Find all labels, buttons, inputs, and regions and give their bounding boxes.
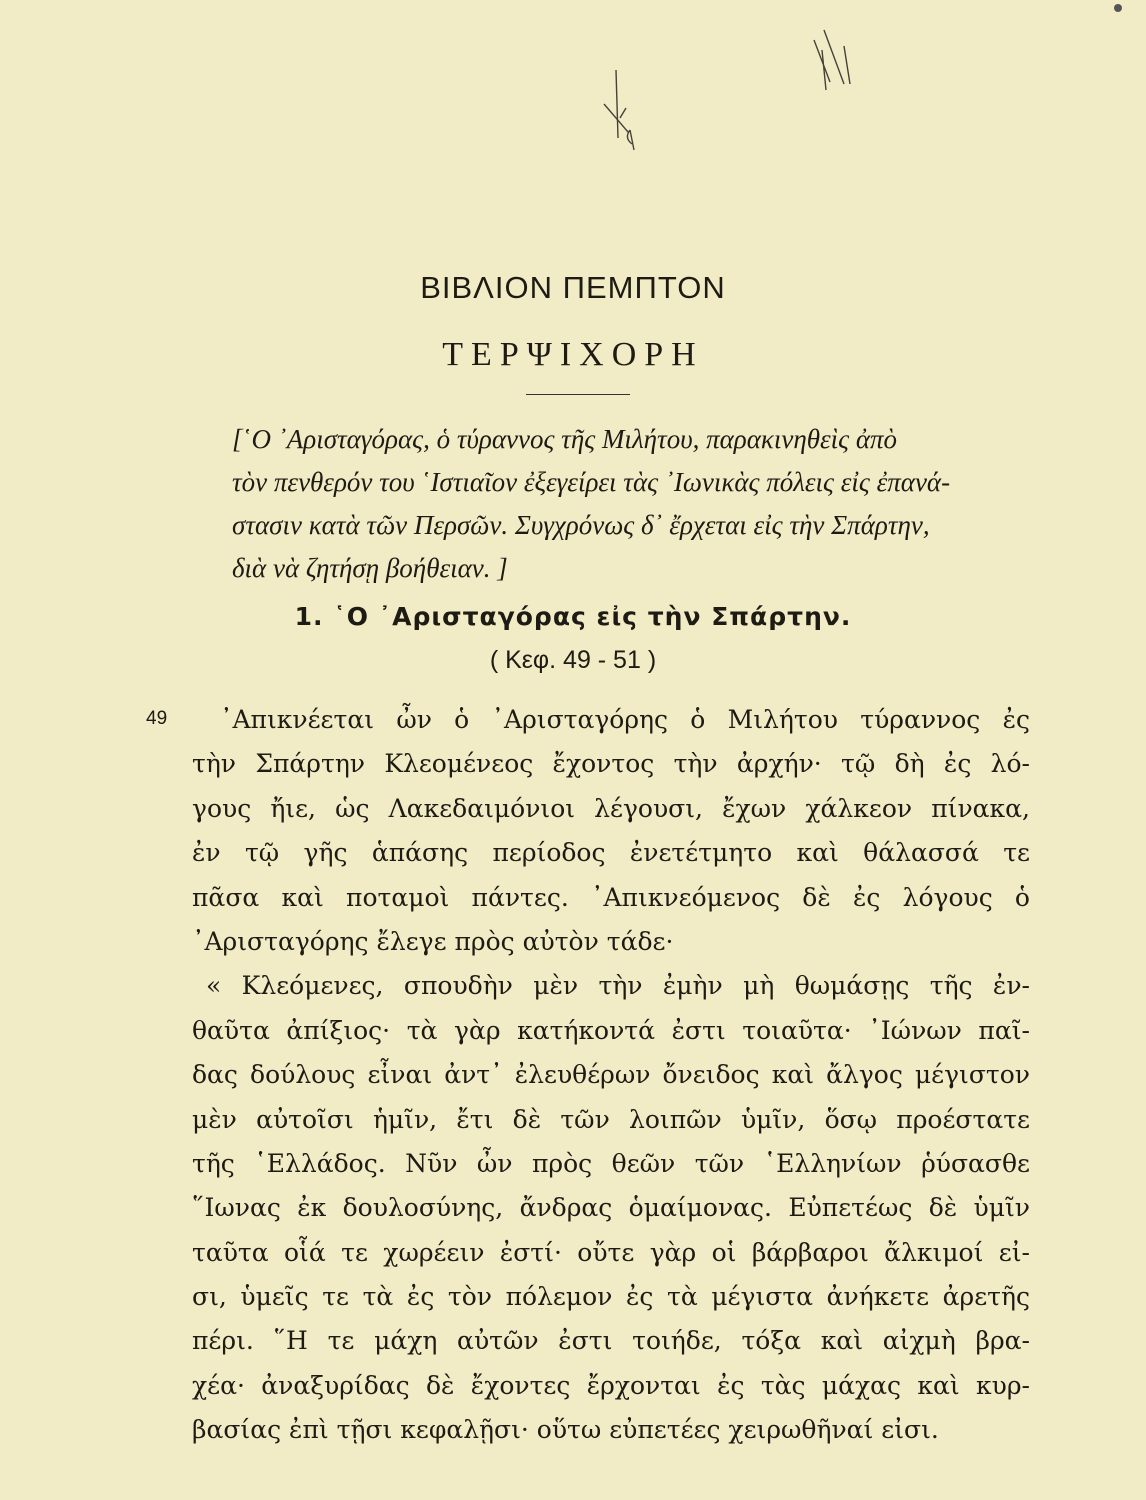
title-divider — [526, 394, 630, 395]
handwritten-marks — [560, 10, 900, 170]
text-line: γους ἤιε, ὡς Λακεδαιμόνιοι λέγουσι, ἔχων χάλκεον πίνακα, — [192, 793, 1030, 823]
summary-line: [῾Ο ᾿Αρισταγόρας, ὁ τύραννος τῆς Μιλήτου, παρακινηθεὶς ἀπὸ — [232, 424, 898, 454]
text-line: θαῦτα ἀπίξιος· τὰ γὰρ κατήκοντά ἐστι τοιαῦτα· ᾿Ιώνων παῖ- — [192, 1015, 1030, 1045]
text-line: ᾿Απικνέεται ὦν ὁ ᾿Αρισταγόρης ὁ Μιλήτου τύραννος ἐς — [220, 705, 1030, 734]
book-title: ΒΙΒΛΙΟΝ ΠΕΜΠΤΟΝ — [420, 270, 726, 305]
chapter-reference: ( Κεφ. 49 - 51 ) — [489, 646, 657, 674]
text-line: σι, ὑμεῖς τε τὰ ἐς τὸν πόλεμον ἐς τὰ μέγιστα ἀνήκετε ἀρετῆς — [192, 1282, 1030, 1312]
summary-line: διὰ νὰ ζητήσῃ βοήθειαν. ] — [232, 553, 508, 583]
text-line: « Κλεόμενες, σπουδὴν μὲν τὴν ἐμὴν μὴ θωμάσῃς τῆς ἐν- — [206, 971, 1030, 1001]
text-line: ταῦτα οἷά τε χωρέειν ἐστί· οὔτε γὰρ οἱ βάρβαροι ἄλκιμοί εἰ- — [192, 1237, 1030, 1267]
section-heading: 1. ῾Ο ᾿Αρισταγόρας εἰς τὴν Σπάρτην. — [294, 602, 852, 631]
text-line: βασίας ἐπὶ τῇσι κεφαλῇσι· οὕτω εὐπετέες χειρωθῆναί εἰσι. — [192, 1415, 939, 1445]
summary-block — [232, 418, 1022, 590]
summary-line: τὸν πενθερόν του ῾Ιστιαῖον ἐξεγείρει τὰς ᾿Ιωνικὰς πόλεις εἰς ἐπανά- — [232, 467, 951, 497]
text-line: δας δούλους εἶναι ἀντ᾿ ἐλευθέρων ὄνειδος καὶ ἄλγος μέγιστον — [192, 1060, 1030, 1090]
muse-title: ΤΕΡΨΙΧΟΡΗ — [442, 336, 704, 373]
chapter-number: 49 — [146, 708, 168, 729]
text-line: πέρι. ῞Η τε μάχη αὐτῶν ἐστι τοιήδε, τόξα καὶ αἰχμὴ βρα- — [192, 1326, 1030, 1356]
text-line: πᾶσα καὶ ποταμοὶ πάντες. ᾿Απικνεόμενος δὲ ἐς λόγους ὁ — [192, 882, 1030, 912]
summary-line: στασιν κατὰ τῶν Περσῶν. Συγχρόνως δ᾿ ἔρχεται εἰς τὴν Σπάρτην, — [232, 510, 930, 540]
text-line: χέα· ἀναξυρίδας δὲ ἔχοντες ἔρχονται ἐς τὰς μάχας καὶ κυρ- — [192, 1370, 1030, 1400]
text-line: ἐν τῷ γῆς ἁπάσης περίοδος ἐνετέτμητο καὶ θάλασσά τε — [192, 838, 1030, 868]
text-line: τὴν Σπάρτην Κλεομένεος ἔχοντος τὴν ἀρχήν· τῷ δὴ ἐς λό- — [192, 749, 1030, 779]
text-line: ῞Ιωνας ἐκ δουλοσύνης, ἄνδρας ὁμαίμονας. Εὐπετέως δὲ ὑμῖν — [192, 1193, 1030, 1223]
text-line: ᾿Αρισταγόρης ἔλεγε πρὸς αὐτὸν τάδε· — [192, 926, 674, 956]
text-line: τῆς ῾Ελλάδος. Νῦν ὦν πρὸς θεῶν τῶν ῾Ελληνίων ῥύσασθε — [192, 1148, 1030, 1178]
main-text — [192, 698, 1030, 1453]
text-line: μὲν αὐτοῖσι ἡμῖν, ἔτι δὲ τῶν λοιπῶν ὑμῖν, ὅσῳ προέστατε — [192, 1104, 1030, 1134]
corner-dot — [1114, 4, 1122, 12]
